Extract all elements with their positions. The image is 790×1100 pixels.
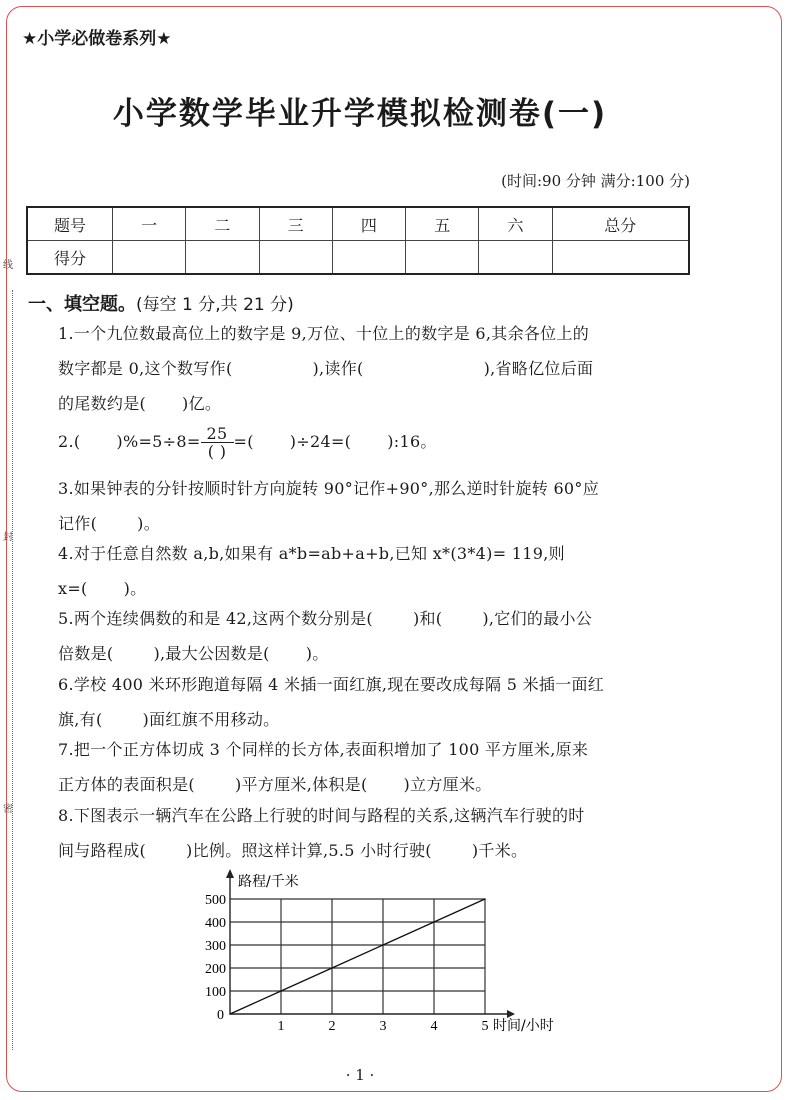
question-3 <box>58 471 698 541</box>
q7-line2 <box>58 767 698 802</box>
x-tick-label: 1 <box>277 1019 285 1034</box>
x-tick-label: 2 <box>328 1019 336 1034</box>
score-input-total[interactable] <box>552 241 689 275</box>
score-cell-6: 六 <box>479 207 552 241</box>
q7-text: 正方体的表面积是( <box>58 775 195 794</box>
y-tick-label: 400 <box>205 916 226 931</box>
page-number: · 1 · <box>345 1066 375 1084</box>
score-input-4[interactable] <box>332 241 405 275</box>
q3-line1: 3.如果钟表的分针按顺时针方向旋转 90°记作+90°,那么逆时针旋转 60°应 <box>58 479 600 498</box>
score-input-1[interactable] <box>113 241 186 275</box>
y-axis-arrow <box>226 869 234 878</box>
origin-label: 0 <box>217 1008 224 1023</box>
y-tick-label: 100 <box>205 985 226 1000</box>
q5-line1 <box>58 601 698 636</box>
score-cell-3: 三 <box>259 207 332 241</box>
margin-char-mi: 密 <box>3 804 13 815</box>
section-heading <box>28 290 294 316</box>
score-input-3[interactable] <box>259 241 332 275</box>
score-cell-2: 二 <box>186 207 259 241</box>
binding-margin-line <box>12 290 13 1050</box>
y-tick-label: 500 <box>205 893 226 908</box>
time-info: (时间:90 分钟 满分:100 分) <box>501 172 690 190</box>
q1-text: 数字都是 0,这个数写作( <box>58 359 233 378</box>
distance-time-chart <box>180 868 600 1043</box>
q5-text: )。 <box>305 644 329 663</box>
score-row-label: 得分 <box>27 241 113 275</box>
q2-line <box>58 422 698 462</box>
x-tick-label: 4 <box>430 1019 438 1034</box>
data-point <box>382 944 384 946</box>
q6-line1: 6.学校 400 米环形跑道每隔 4 米插一面红旗,现在要改成每隔 5 米插一面红 <box>58 675 605 694</box>
q2-text: =( <box>233 432 254 451</box>
score-cell-4: 四 <box>332 207 405 241</box>
q5-line2 <box>58 636 698 671</box>
q8-line1: 8.下图表示一辆汽车在公路上行驶的时间与路程的关系,这辆汽车行驶的时 <box>58 806 585 825</box>
page-title: 小学数学毕业升学模拟检测卷(一) <box>112 96 608 132</box>
q4-text: )。 <box>123 579 147 598</box>
score-input-2[interactable] <box>186 241 259 275</box>
margin-char-xian: 线 <box>3 260 13 271</box>
question-5 <box>58 601 698 671</box>
q7-text: )平方厘米,体积是( <box>234 775 368 794</box>
q8-text: 间与路程成( <box>58 841 147 860</box>
y-tick-label: 300 <box>205 939 226 954</box>
q1-line1: 1.一个九位数最高位上的数字是 9,万位、十位上的数字是 6,其余各位上的 <box>58 324 590 343</box>
q5-text: ),最大公因数是( <box>153 644 270 663</box>
q1-text: ),读作( <box>312 359 364 378</box>
data-point <box>229 1013 231 1015</box>
question-1 <box>58 316 698 421</box>
q1-text: 的尾数约是( <box>58 394 147 413</box>
q3-text: )。 <box>137 514 160 533</box>
q5-text: 倍数是( <box>58 644 114 663</box>
x-tick-label: 5 <box>481 1019 489 1034</box>
series-line <box>230 899 485 1014</box>
q2-text: )%=5÷8= <box>116 432 201 451</box>
question-4 <box>58 536 698 606</box>
score-table <box>26 206 690 275</box>
q1-text: ),省略亿位后面 <box>483 359 594 378</box>
y-tick-label: 200 <box>205 962 226 977</box>
q1-line3 <box>58 386 698 421</box>
q1-line2 <box>58 351 698 386</box>
q3-text: 记作( <box>58 514 98 533</box>
data-point <box>484 898 486 900</box>
q7-text: )立方厘米。 <box>403 775 492 794</box>
score-table-score-row <box>27 241 689 275</box>
q2-text: ):16。 <box>387 432 437 451</box>
data-point <box>280 990 282 992</box>
q8-text: )千米。 <box>471 841 528 860</box>
score-cell-1: 一 <box>113 207 186 241</box>
fraction-numerator: 25 <box>201 425 234 443</box>
q4-text: x=( <box>58 579 88 598</box>
q8-text: )比例。照这样计算,5.5 小时行驶( <box>186 841 432 860</box>
question-6 <box>58 667 698 737</box>
x-axis-label: 时间/小时 <box>493 1018 554 1034</box>
x-axis-arrow <box>507 1010 515 1018</box>
score-input-5[interactable] <box>406 241 479 275</box>
q2-text: )÷24=( <box>289 432 352 451</box>
question-8 <box>58 798 698 868</box>
q2-text: 2.( <box>58 432 81 451</box>
y-axis-label: 路程/千米 <box>238 874 299 890</box>
question-2 <box>58 422 698 462</box>
q6-text: )面红旗不用移动。 <box>142 710 280 729</box>
series-label: ★小学必做卷系列★ <box>22 29 172 49</box>
q5-text: ),它们的最小公 <box>482 609 593 628</box>
score-cell-label: 题号 <box>27 207 113 241</box>
question-7 <box>58 732 698 802</box>
score-table-header-row <box>27 207 689 241</box>
score-input-6[interactable] <box>479 241 552 275</box>
q4-line1: 4.对于任意自然数 a,b,如果有 a*b=ab+a+b,已知 x*(3*4)= 119,则 <box>58 544 565 563</box>
section-title: 一、填空题。 <box>28 294 136 315</box>
fraction-denominator[interactable]: ( ) <box>207 442 227 461</box>
x-tick-label: 3 <box>379 1019 387 1034</box>
fraction <box>201 425 234 460</box>
data-point <box>331 967 333 969</box>
margin-char-feng: 封 <box>3 532 13 543</box>
q7-line1: 7.把一个正方体切成 3 个同样的长方体,表面积增加了 100 平方厘米,原来 <box>58 740 589 759</box>
section-note: (每空 1 分,共 21 分) <box>136 295 294 315</box>
q8-line2 <box>58 833 698 868</box>
score-cell-total: 总分 <box>552 207 689 241</box>
q5-text: 5.两个连续偶数的和是 42,这两个数分别是( <box>58 609 373 628</box>
score-cell-5: 五 <box>406 207 479 241</box>
q1-text: )亿。 <box>182 394 222 413</box>
q5-text: )和( <box>412 609 443 628</box>
q6-text: 旗,有( <box>58 710 103 729</box>
data-point <box>433 921 435 923</box>
